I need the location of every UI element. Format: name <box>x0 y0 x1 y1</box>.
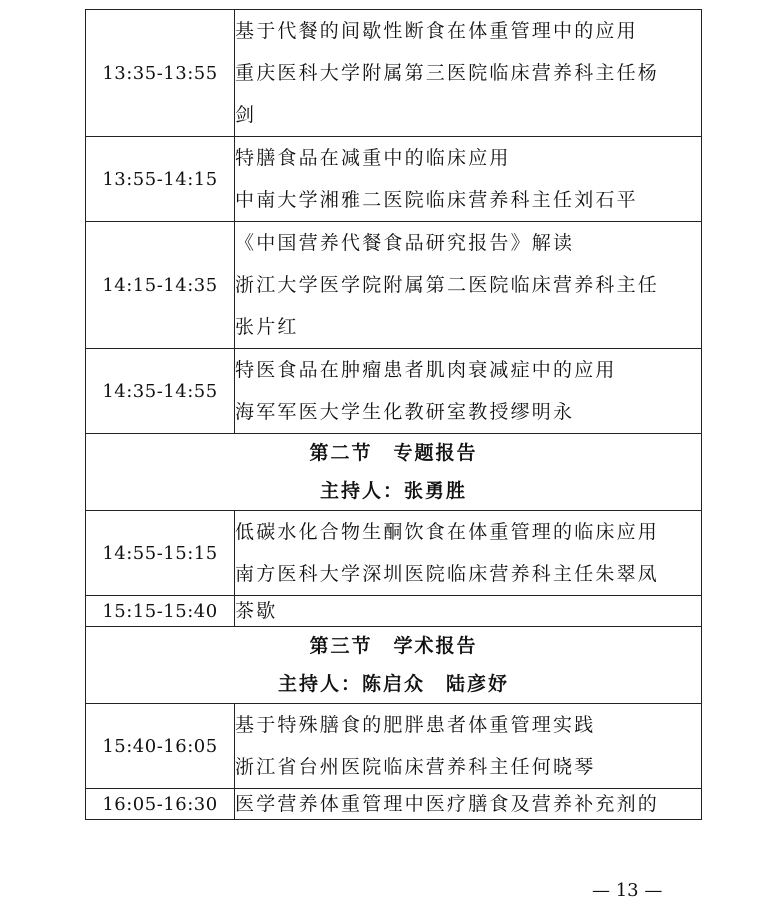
speaker-line: 海军军医大学生化教研室教授缪明永 <box>235 401 575 423</box>
table-row <box>86 704 702 789</box>
speaker-line: 南方医科大学深圳医院临床营养科主任朱翠凤 <box>235 563 660 585</box>
break-label: 茶歇 <box>235 600 278 622</box>
talk-title: 医学营养体重管理中医疗膳食及营养补充剂的 <box>235 793 660 815</box>
talk-title: 《中国营养代餐食品研究报告》解读 <box>235 232 575 254</box>
speaker-line: 重庆医科大学附属第三医院临床营养科主任杨 <box>235 62 660 84</box>
schedule-table <box>85 9 702 820</box>
time-cell: 15:15-15:40 <box>86 596 235 627</box>
talk-title: 基于特殊膳食的肥胖患者体重管理实践 <box>235 714 596 736</box>
table-row <box>86 10 702 137</box>
table-row <box>86 137 702 222</box>
section-host: 主持人：张勇胜 <box>319 480 467 502</box>
talk-title: 低碳水化合物生酮饮食在体重管理的临床应用 <box>235 521 660 543</box>
talk-title: 特医食品在肿瘤患者肌肉衰减症中的应用 <box>235 359 617 381</box>
talk-cell <box>235 511 702 596</box>
speaker-line: 浙江大学医学院附属第二医院临床营养科主任 <box>235 274 660 296</box>
time-cell: 14:35-14:55 <box>86 349 235 434</box>
talk-cell <box>235 137 702 222</box>
time-cell: 14:15-14:35 <box>86 222 235 349</box>
time-cell: 13:55-14:15 <box>86 137 235 222</box>
talk-cell <box>235 704 702 789</box>
talk-title: 基于代餐的间歇性断食在体重管理中的应用 <box>235 20 638 42</box>
section-title: 第三节 学术报告 <box>309 635 478 657</box>
time-cell: 15:40-16:05 <box>86 704 235 789</box>
section-header <box>86 627 702 704</box>
time-cell: 14:55-15:15 <box>86 511 235 596</box>
time-cell: 16:05-16:30 <box>86 789 235 820</box>
section-row <box>86 627 702 704</box>
speaker-line: 浙江省台州医院临床营养科主任何晓琴 <box>235 756 596 778</box>
table-row <box>86 511 702 596</box>
time-cell: 13:35-13:55 <box>86 10 235 137</box>
speaker-line: 张片红 <box>235 316 299 338</box>
section-header <box>86 434 702 511</box>
talk-cell <box>235 222 702 349</box>
page-number: — 13 — <box>592 880 663 901</box>
section-title: 第二节 专题报告 <box>309 442 478 464</box>
talk-cell <box>235 349 702 434</box>
table-row <box>86 789 702 820</box>
section-host: 主持人：陈启众 陆彦妤 <box>277 673 509 695</box>
section-row <box>86 434 702 511</box>
talk-cell <box>235 789 702 820</box>
speaker-line: 剑 <box>235 104 257 126</box>
table-row <box>86 596 702 627</box>
talk-title: 特膳食品在减重中的临床应用 <box>235 147 511 169</box>
table-row <box>86 349 702 434</box>
talk-cell <box>235 596 702 627</box>
speaker-line: 中南大学湘雅二医院临床营养科主任刘石平 <box>235 189 638 211</box>
talk-cell <box>235 10 702 137</box>
table-row <box>86 222 702 349</box>
